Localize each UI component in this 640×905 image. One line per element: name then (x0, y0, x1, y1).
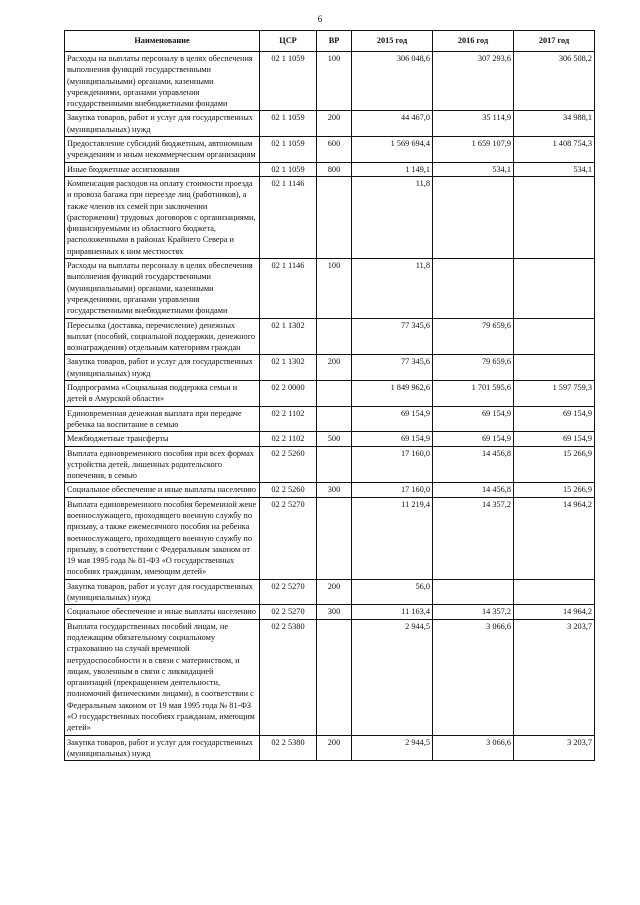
row-csr: 02 1 1302 (260, 318, 317, 355)
header-vr: ВР (317, 31, 352, 52)
row-value-2016 (433, 176, 514, 258)
row-value-2015: 56,0 (352, 579, 433, 605)
row-value-2015: 69 154,9 (352, 432, 433, 446)
row-value-2017: 534,1 (514, 162, 595, 176)
header-2016: 2016 год (433, 31, 514, 52)
table-body (65, 52, 595, 761)
row-vr (317, 381, 352, 407)
table-row (65, 483, 595, 497)
row-csr: 02 2 5270 (260, 605, 317, 619)
row-value-2017: 306 508,2 (514, 52, 595, 111)
table-row (65, 162, 595, 176)
row-value-2016: 69 154,9 (433, 432, 514, 446)
row-vr: 200 (317, 735, 352, 761)
row-vr: 300 (317, 483, 352, 497)
row-csr: 02 2 5270 (260, 497, 317, 579)
row-value-2017: 3 203,7 (514, 619, 595, 735)
row-vr: 100 (317, 259, 352, 318)
row-value-2016: 69 154,9 (433, 406, 514, 432)
row-vr: 800 (317, 162, 352, 176)
row-value-2017: 1 597 759,3 (514, 381, 595, 407)
row-name: Расходы на выплаты персоналу в целях обеспечения выполнения функций государственными (муниципальными) органами, казенными учреждениями, органами управления государственными внебюджетными фондами (65, 259, 260, 318)
table-row (65, 176, 595, 258)
row-name: Выплата единовременного пособия при всех формах устройства детей, лишенных родительского попечения, в семью (65, 446, 260, 483)
row-csr: 02 1 1302 (260, 355, 317, 381)
row-value-2016: 3 066,6 (433, 619, 514, 735)
row-vr (317, 497, 352, 579)
row-name: Социальное обеспечение и иные выплаты населению (65, 483, 260, 497)
row-value-2017 (514, 579, 595, 605)
row-vr: 200 (317, 579, 352, 605)
row-csr: 02 2 1102 (260, 406, 317, 432)
row-value-2015: 306 048,6 (352, 52, 433, 111)
row-value-2017: 3 203,7 (514, 735, 595, 761)
table-row (65, 619, 595, 735)
row-value-2016: 3 066,6 (433, 735, 514, 761)
row-csr: 02 2 5380 (260, 735, 317, 761)
row-csr: 02 2 5270 (260, 579, 317, 605)
table-row (65, 735, 595, 761)
row-value-2015: 2 944,5 (352, 735, 433, 761)
row-value-2015: 77 345,6 (352, 355, 433, 381)
row-value-2017: 1 408 754,3 (514, 137, 595, 163)
row-name: Единовременная денежная выплата при передаче ребенка на воспитание в семью (65, 406, 260, 432)
row-name: Предоставление субсидий бюджетным, автономным учреждениям и иным некоммерческим организациям (65, 137, 260, 163)
row-value-2016: 79 659,6 (433, 355, 514, 381)
row-value-2016: 14 357,2 (433, 497, 514, 579)
row-value-2017 (514, 355, 595, 381)
row-csr: 02 2 5260 (260, 446, 317, 483)
row-value-2017 (514, 176, 595, 258)
row-value-2017: 15 266,9 (514, 483, 595, 497)
table-row (65, 381, 595, 407)
row-name: Выплата единовременного пособия беременной жене военнослужащего, проходящего военную службу по призыву, а также ежемесячного пособия на ребенка военнослужащего, проходящего военную службу по призыву, в соответствии с Федеральным законом от 19 мая 1995 года № 81-ФЗ «О государственных пособиях гражданам, имеющим детей» (65, 497, 260, 579)
table-row (65, 406, 595, 432)
row-name: Выплата государственных пособий лицам, не подлежащим обязательному социальному страхованию на случай временной нетрудоспособности и в связи с материнством, и лицам, уволенным в связи с ликвидацией организаций (прекращением деятельности, полномочий физическими лицами), в соответствии с Федеральным законом от 19 мая 1995 года № 81-ФЗ «О государственных пособиях гражданам, имеющим детей» (65, 619, 260, 735)
row-vr: 600 (317, 137, 352, 163)
row-name: Закупка товаров, работ и услуг для государственных (муниципальных) нужд (65, 355, 260, 381)
row-csr: 02 1 1059 (260, 162, 317, 176)
row-csr: 02 2 5260 (260, 483, 317, 497)
row-csr: 02 1 1059 (260, 137, 317, 163)
row-value-2015: 11,8 (352, 176, 433, 258)
row-value-2016 (433, 259, 514, 318)
row-value-2017: 14 964,2 (514, 605, 595, 619)
row-value-2017: 15 266,9 (514, 446, 595, 483)
row-value-2015: 77 345,6 (352, 318, 433, 355)
row-value-2015: 69 154,9 (352, 406, 433, 432)
row-vr (317, 406, 352, 432)
row-value-2017: 14 964,2 (514, 497, 595, 579)
table-row (65, 497, 595, 579)
row-csr: 02 2 1102 (260, 432, 317, 446)
header-csr: ЦСР (260, 31, 317, 52)
row-value-2016 (433, 579, 514, 605)
row-value-2016: 1 701 595,6 (433, 381, 514, 407)
row-value-2015: 1 149,1 (352, 162, 433, 176)
table-row (65, 579, 595, 605)
row-value-2017 (514, 259, 595, 318)
row-vr: 100 (317, 52, 352, 111)
row-vr: 300 (317, 605, 352, 619)
row-name: Закупка товаров, работ и услуг для государственных (муниципальных) нужд (65, 735, 260, 761)
row-value-2016: 79 659,6 (433, 318, 514, 355)
row-value-2015: 11,8 (352, 259, 433, 318)
header-2017: 2017 год (514, 31, 595, 52)
row-value-2016: 14 456,8 (433, 483, 514, 497)
row-csr: 02 2 0000 (260, 381, 317, 407)
header-2015: 2015 год (352, 31, 433, 52)
row-value-2015: 44 467,0 (352, 111, 433, 137)
row-vr: 500 (317, 432, 352, 446)
row-name: Иные бюджетные ассигнования (65, 162, 260, 176)
row-name: Социальное обеспечение и иные выплаты населению (65, 605, 260, 619)
table-row (65, 318, 595, 355)
row-value-2015: 11 163,4 (352, 605, 433, 619)
row-value-2015: 2 944,5 (352, 619, 433, 735)
row-value-2015: 17 160,0 (352, 446, 433, 483)
row-name: Пересылка (доставка, перечисление) денежных выплат (пособий, социальной поддержки, денежного вознаграждения) отдельным категориям граждан (65, 318, 260, 355)
row-csr: 02 1 1146 (260, 259, 317, 318)
row-vr (317, 446, 352, 483)
table-row (65, 259, 595, 318)
table-row (65, 137, 595, 163)
row-vr: 200 (317, 355, 352, 381)
row-csr: 02 1 1059 (260, 52, 317, 111)
row-name: Подпрограмма «Социальная поддержка семьи и детей в Амурской области» (65, 381, 260, 407)
page-number: 6 (317, 14, 323, 24)
row-vr (317, 619, 352, 735)
row-vr (317, 176, 352, 258)
row-value-2015: 1 569 694,4 (352, 137, 433, 163)
row-value-2016: 307 293,6 (433, 52, 514, 111)
row-name: Закупка товаров, работ и услуг для государственных (муниципальных) нужд (65, 111, 260, 137)
table-header-row (65, 31, 595, 52)
row-value-2015: 17 160,0 (352, 483, 433, 497)
header-name: Наименование (65, 31, 260, 52)
table-row (65, 52, 595, 111)
row-value-2016: 1 659 107,9 (433, 137, 514, 163)
table-row (65, 111, 595, 137)
row-value-2015: 1 849 962,6 (352, 381, 433, 407)
row-value-2016: 14 357,2 (433, 605, 514, 619)
row-name: Компенсация расходов на оплату стоимости проезда и провоза багажа при переезде лиц (работников), а также членов их семей при заключении (расторжении) трудовых договоров с организациями, финансируемыми из областного бюджета, расположенными в районах Крайнего Севера и приравненных к ним местностях (65, 176, 260, 258)
row-value-2016: 14 456,8 (433, 446, 514, 483)
row-csr: 02 2 5380 (260, 619, 317, 735)
row-csr: 02 1 1146 (260, 176, 317, 258)
row-value-2017: 69 154,9 (514, 406, 595, 432)
row-vr: 200 (317, 111, 352, 137)
row-value-2017: 69 154,9 (514, 432, 595, 446)
row-value-2016: 35 114,9 (433, 111, 514, 137)
row-value-2016: 534,1 (433, 162, 514, 176)
row-value-2017 (514, 318, 595, 355)
row-value-2015: 11 219,4 (352, 497, 433, 579)
budget-table (64, 30, 595, 761)
table-row (65, 605, 595, 619)
row-csr: 02 1 1059 (260, 111, 317, 137)
row-vr (317, 318, 352, 355)
row-name: Закупка товаров, работ и услуг для государственных (муниципальных) нужд (65, 579, 260, 605)
row-name: Расходы на выплаты персоналу в целях обеспечения выполнения функций государственными (муниципальными) органами, казенными учреждениями, органами управления государственными внебюджетными фондами (65, 52, 260, 111)
table-row (65, 355, 595, 381)
row-value-2017: 34 988,1 (514, 111, 595, 137)
row-name: Межбюджетные трансферты (65, 432, 260, 446)
table-row (65, 446, 595, 483)
table-row (65, 432, 595, 446)
